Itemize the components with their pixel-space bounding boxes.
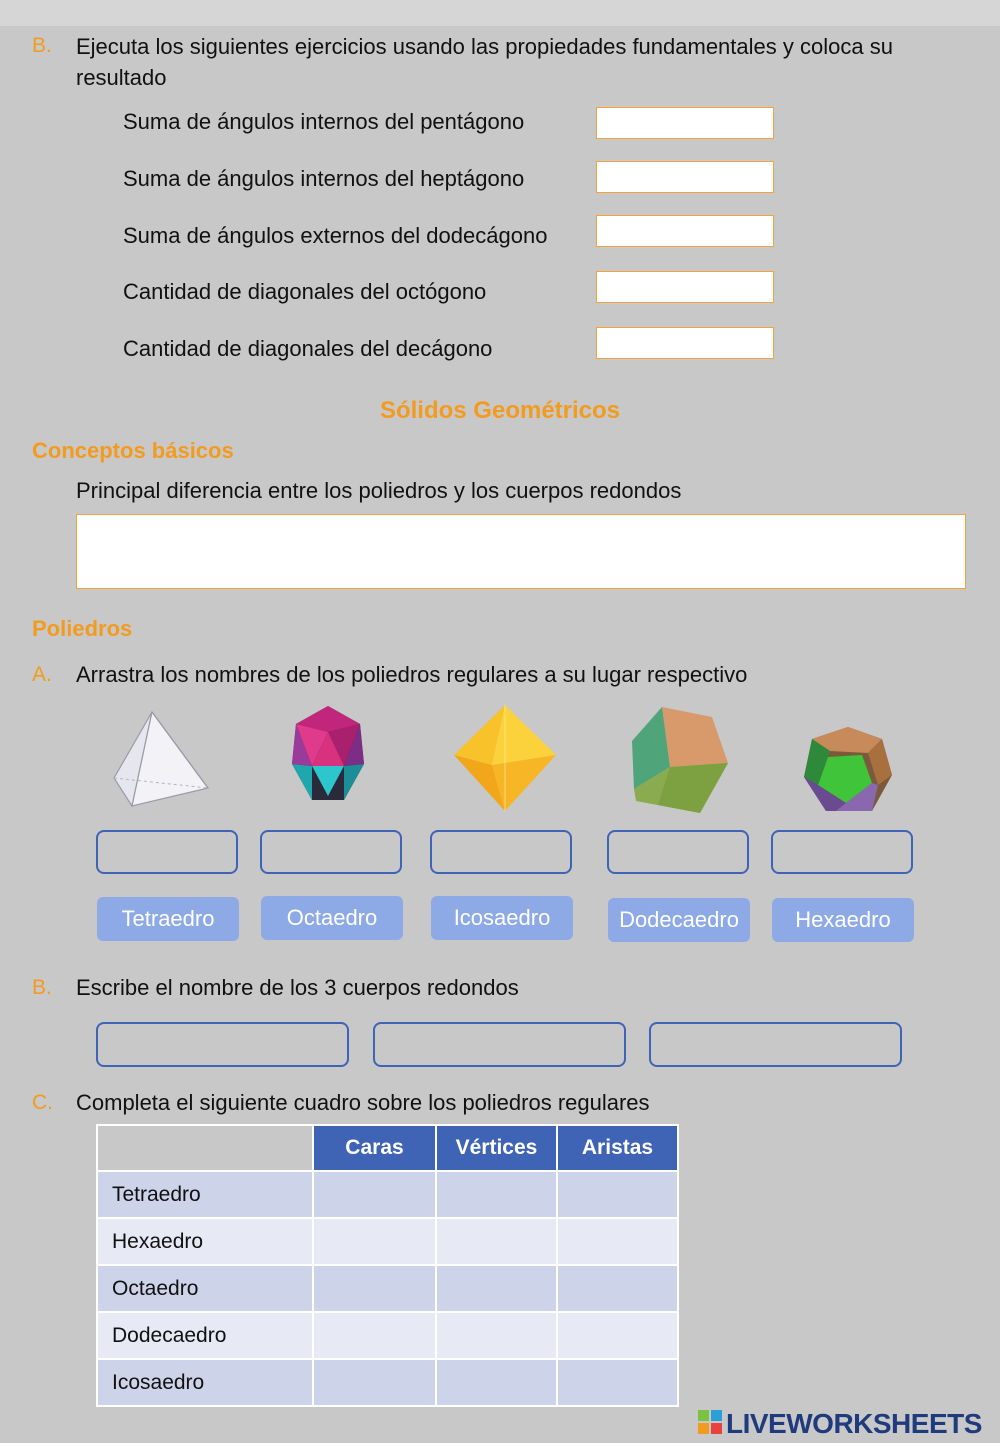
exercise-answer-input[interactable] — [596, 107, 774, 139]
table-cell-input[interactable] — [557, 1265, 678, 1312]
drop-target[interactable] — [260, 830, 402, 874]
drop-target[interactable] — [430, 830, 572, 874]
table-cell-input[interactable] — [436, 1359, 557, 1406]
chip-icosaedro[interactable]: Icosaedro — [431, 896, 573, 940]
tetrahedron-image — [110, 708, 214, 812]
section-b2-letter: B. — [32, 976, 52, 999]
exercise-answer-input[interactable] — [596, 327, 774, 359]
section-b-instruction-line1: Ejecuta los siguientes ejercicios usando las propiedades fundamentales y coloca su — [76, 34, 893, 59]
row-label: Tetraedro — [97, 1171, 313, 1218]
table-header-row — [97, 1125, 678, 1171]
table-cell-input[interactable] — [436, 1312, 557, 1359]
exercise-answer-input[interactable] — [596, 271, 774, 303]
exercise-label: Cantidad de diagonales del octógono — [123, 279, 487, 304]
row-label: Octaedro — [97, 1265, 313, 1312]
table-cell-input[interactable] — [557, 1218, 678, 1265]
drop-target[interactable] — [607, 830, 749, 874]
table-cell-input[interactable] — [313, 1218, 436, 1265]
table-row — [97, 1218, 678, 1265]
table-row — [97, 1312, 678, 1359]
chip-tetraedro[interactable]: Tetraedro — [97, 897, 239, 941]
column-header-vertices: Vértices — [436, 1125, 557, 1171]
hexahedron-image — [630, 705, 730, 815]
liveworksheets-brand: LIVEWORKSHEETS — [726, 1408, 982, 1439]
exercise-label: Cantidad de diagonales del decágono — [123, 336, 493, 361]
table-cell-input[interactable] — [313, 1265, 436, 1312]
section-a-instruction: Arrastra los nombres de los poliedros regulares a su lugar respectivo — [76, 662, 748, 687]
solidos-title: Sólidos Geométricos — [379, 397, 621, 424]
column-header-aristas: Aristas — [557, 1125, 678, 1171]
row-label: Dodecaedro — [97, 1312, 313, 1359]
exercise-label: Suma de ángulos externos del dodecágono — [123, 223, 548, 248]
top-decorative-band — [0, 0, 1000, 26]
dodecahedron-image — [802, 725, 894, 815]
section-b-letter: B. — [32, 34, 52, 57]
exercise-label: Suma de ángulos internos del pentágono — [123, 109, 525, 134]
conceptos-question: Principal diferencia entre los poliedros y los cuerpos redondos — [76, 478, 682, 503]
section-c-letter: C. — [32, 1091, 53, 1114]
section-a-letter: A. — [32, 663, 52, 686]
table-cell-input[interactable] — [557, 1171, 678, 1218]
conceptos-heading: Conceptos básicos — [32, 438, 234, 463]
row-label: Hexaedro — [97, 1218, 313, 1265]
table-cell-input[interactable] — [436, 1265, 557, 1312]
exercise-answer-input[interactable] — [596, 215, 774, 247]
table-cell-input[interactable] — [557, 1312, 678, 1359]
icosahedron-image — [290, 704, 366, 804]
octahedron-image — [452, 703, 558, 813]
table-row — [97, 1359, 678, 1406]
table-cell-input[interactable] — [313, 1171, 436, 1218]
table-cell-input[interactable] — [313, 1312, 436, 1359]
table-row — [97, 1265, 678, 1312]
section-b-instruction-line2: resultado — [76, 65, 167, 90]
liveworksheets-logo-icon — [698, 1410, 722, 1434]
cuerpo-redondo-input[interactable] — [96, 1022, 349, 1067]
chip-dodecaedro[interactable]: Dodecaedro — [608, 898, 750, 942]
table-cell-input[interactable] — [436, 1218, 557, 1265]
table-cell-input[interactable] — [313, 1359, 436, 1406]
chip-hexaedro[interactable]: Hexaedro — [772, 898, 914, 942]
table-corner-cell — [97, 1125, 313, 1171]
drop-target[interactable] — [771, 830, 913, 874]
polyhedra-table — [96, 1124, 679, 1407]
exercise-answer-input[interactable] — [596, 161, 774, 193]
conceptos-answer-textarea[interactable] — [76, 514, 966, 589]
section-b2-instruction: Escribe el nombre de los 3 cuerpos redondos — [76, 975, 519, 1000]
exercise-label: Suma de ángulos internos del heptágono — [123, 166, 525, 191]
column-header-caras: Caras — [313, 1125, 436, 1171]
cuerpo-redondo-input[interactable] — [373, 1022, 626, 1067]
chip-octaedro[interactable]: Octaedro — [261, 896, 403, 940]
cuerpo-redondo-input[interactable] — [649, 1022, 902, 1067]
poliedros-heading: Poliedros — [32, 616, 133, 641]
drop-target[interactable] — [96, 830, 238, 874]
row-label: Icosaedro — [97, 1359, 313, 1406]
section-c-instruction: Completa el siguiente cuadro sobre los poliedros regulares — [76, 1090, 650, 1115]
table-cell-input[interactable] — [557, 1359, 678, 1406]
table-cell-input[interactable] — [436, 1171, 557, 1218]
table-row — [97, 1171, 678, 1218]
